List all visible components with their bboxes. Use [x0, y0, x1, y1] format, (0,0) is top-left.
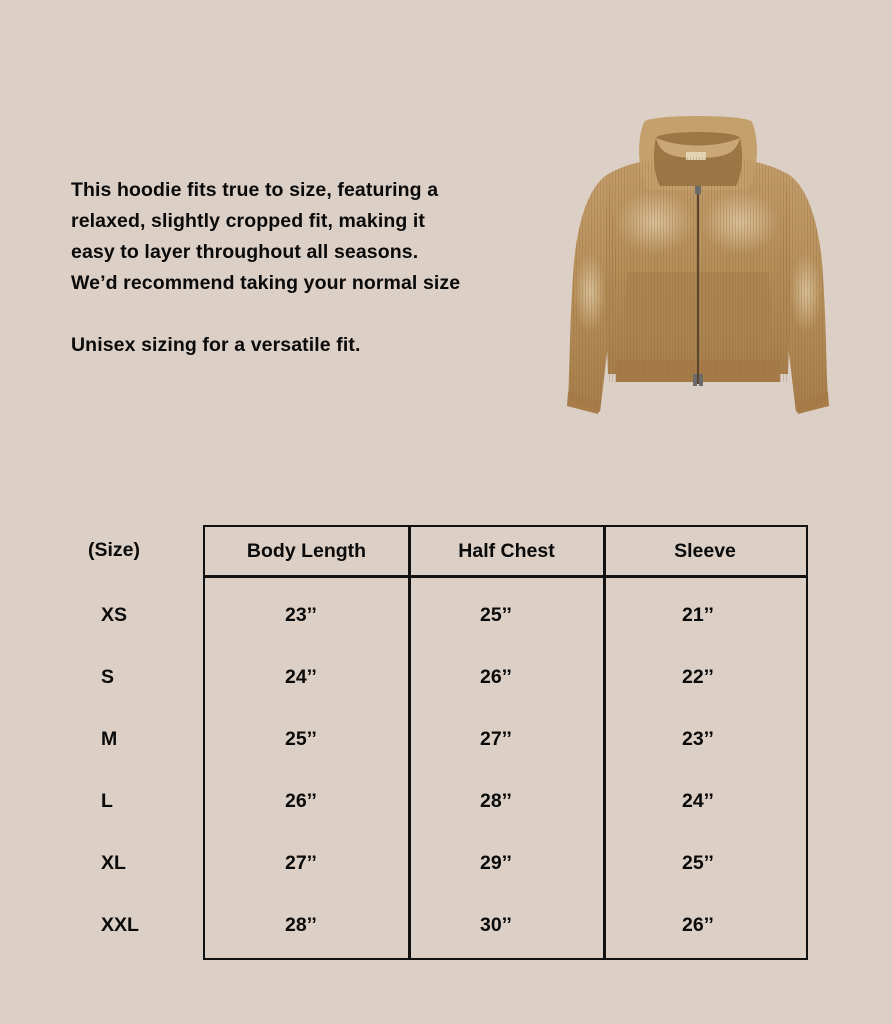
description-line: easy to layer throughout all seasons. — [71, 241, 419, 263]
size-label: XL — [101, 852, 126, 874]
body-length-cell: 26’’ — [285, 790, 317, 812]
zip-hoodie-image — [560, 112, 836, 420]
size-label: M — [101, 728, 118, 750]
half-chest-cell: 30’’ — [480, 914, 512, 936]
body-length-cell: 23’’ — [285, 604, 317, 626]
half-chest-cell: 28’’ — [480, 790, 512, 812]
body-length-cell: 24’’ — [285, 666, 317, 688]
size-label: S — [101, 666, 115, 688]
size-label: XXL — [101, 914, 139, 936]
size-label: XS — [101, 604, 128, 626]
description-line: relaxed, slightly cropped fit, making it — [71, 210, 425, 232]
sleeve-cell: 22’’ — [682, 666, 714, 688]
description-line: We’d recommend taking your normal size — [71, 272, 461, 294]
sleeve-cell: 24’’ — [682, 790, 714, 812]
column-header-body-length: Body Length — [246, 540, 367, 562]
body-length-cell: 25’’ — [285, 728, 317, 750]
column-divider — [408, 527, 411, 958]
header-divider — [205, 575, 806, 578]
sleeve-cell: 23’’ — [682, 728, 714, 750]
sleeve-cell: 26’’ — [682, 914, 714, 936]
half-chest-cell: 26’’ — [480, 666, 512, 688]
sleeve-cell: 25’’ — [682, 852, 714, 874]
column-divider — [603, 527, 606, 958]
body-length-cell: 28’’ — [285, 914, 317, 936]
description-line: This hoodie fits true to size, featuring a — [71, 179, 439, 201]
fit-description — [71, 175, 541, 361]
size-column-header: (Size) — [88, 539, 141, 561]
unisex-note: Unisex sizing for a versatile fit. — [71, 334, 361, 356]
size-label: L — [101, 790, 113, 812]
half-chest-cell: 27’’ — [480, 728, 512, 750]
half-chest-cell: 29’’ — [480, 852, 512, 874]
column-header-half-chest: Half Chest — [458, 540, 555, 562]
size-chart-table — [203, 525, 808, 960]
half-chest-cell: 25’’ — [480, 604, 512, 626]
column-header-sleeve: Sleeve — [674, 540, 736, 562]
body-length-cell: 27’’ — [285, 852, 317, 874]
sleeve-cell: 21’’ — [682, 604, 714, 626]
